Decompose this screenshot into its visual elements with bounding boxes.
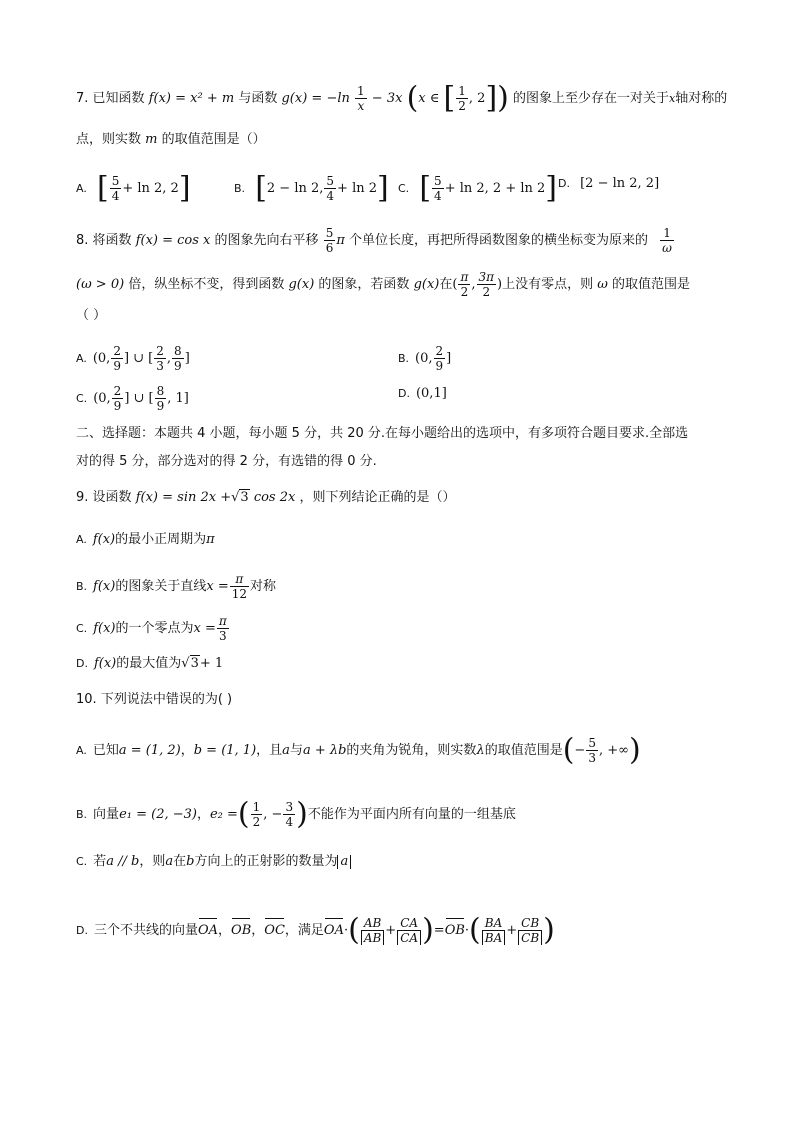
q9-text-1: 设函数 (92, 490, 132, 505)
q10-option-b[interactable]: B. 向量e₁ = (2, −3)，e₂ =( $\frac{1}{2}$ , − $\frac{3}{4}$ )不能作为平面内所有向量的一组基底 (76, 796, 516, 832)
q10-stem (76, 690, 232, 710)
section2-instructions-line1: 二、选择题：本题共 4 小题，每小题 5 分，共 20 分.在每小题给出的选项中，有多项符合题目要求.全部选 (76, 426, 689, 441)
q8-stem-line1 (76, 226, 675, 255)
q8-f-def: f(x) = cos x (135, 233, 211, 248)
q7-option-c[interactable]: C. [ $\frac{5}{4}$ + ln 2, 2 + ln 2] (398, 170, 557, 206)
q7-var-m: m (145, 132, 158, 147)
q7-f-def: f(x) = x² + m (148, 91, 235, 106)
q7-g-def-b: − 3x (371, 91, 403, 106)
q9-stem: 9. 设函数 f(x) = sin 2x +√3 cos 2x ，则下列结论正确的是（） (76, 490, 456, 505)
q7-option-d-label: D. (558, 177, 570, 190)
q8-text-2: 的图象先向右平移 (214, 233, 319, 248)
q10-number: 10. (76, 692, 97, 707)
q7-option-b-label: B. (234, 182, 246, 195)
q7-option-c-label: C. (398, 182, 410, 195)
q8-interval-b: $\frac{3\pi}{2}$ (478, 270, 495, 299)
q10-option-d[interactable]: D. 三个不共线的向量OA，OB，OC，满足OA·( $\frac{AB}{AB}$ + $\frac{CA}{CA}$ )=OB·( $\frac{BA}{BA}$ + $\frac{CB}{CB}$ ) (76, 912, 555, 948)
q8-omega-cond: (ω > 0) (76, 277, 125, 292)
q8-stem-line3: （ ） (76, 308, 107, 323)
q7-domain-bracket-open: [ (443, 80, 456, 116)
q9-sqrt: 3 (240, 490, 249, 505)
q8-text-l2f: 的取值范围是 (612, 277, 691, 292)
q8-stem-line2: (ω > 0) 倍，纵坐标不变，得到函数 g(x) 的图象，若函数 g(x)在( $\frac{\pi}{2}$ , $\frac{3\pi}{2}$ )上没有零点，则 ω 的取值范围是 (76, 270, 691, 299)
q8-g2: g(x) (413, 277, 440, 292)
q10-text-1: 下列说法中错误的为( ) (100, 692, 233, 707)
q8-option-a[interactable]: A. (0, $\frac{2}{9}$ ] ∪ [ $\frac{2}{3}$ , $\frac{8}{9}$ ] (76, 344, 190, 373)
q8-scale-fraction: $\frac{1}{\omega}$ (662, 226, 672, 255)
q9-option-b[interactable]: B. f(x)的图象关于直线x = $\frac{\pi}{12}$ 对称 (76, 572, 277, 601)
q10-option-c[interactable]: C. 若a // b，则a在b方向上的正射影的数量为 a (76, 852, 351, 872)
q7-stem-line1 (76, 80, 728, 116)
q9-f-def-a: f(x) = sin 2x + (135, 490, 232, 505)
q7-line2-a: 点，则实数 (76, 132, 142, 147)
q7-axis: x (669, 92, 676, 105)
q8-text-l2c: 的图象，若函数 (318, 277, 410, 292)
q8-omega: ω (597, 277, 608, 292)
q10-option-a[interactable]: A. 已知a = (1, 2)，b = (1, 1)，且a与a + λb的夹角为锐角，则实数λ的取值范围是(− $\frac{5}{3}$ , +∞) (76, 732, 641, 768)
q9-option-c[interactable]: C. f(x)的一个零点为x = $\frac{\pi}{3}$ (76, 614, 227, 643)
q8-interval-a: $\frac{\pi}{2}$ (460, 270, 469, 299)
q7-domain-fraction: $\frac{1}{2}$ (458, 84, 466, 113)
q7-domain-paren-close: ) (497, 80, 509, 116)
q9-f-def-b: cos 2x (253, 490, 296, 505)
q9-number: 9. (76, 490, 89, 505)
q7-option-b[interactable]: B. [2 − ln 2, $\frac{5}{4}$ + ln 2] (234, 170, 389, 206)
q8-g: g(x) (288, 277, 315, 292)
q8-text-l2d: 在 (439, 277, 453, 292)
q8-option-b[interactable]: B. (0, $\frac{2}{9}$ ] (398, 344, 452, 373)
section2-instructions-line2: 对的得 5 分，部分选对的得 2 分，有选错的得 0 分. (76, 454, 377, 469)
q7-option-a[interactable]: A. [ $\frac{5}{4}$ + ln 2, 2] (76, 170, 191, 206)
q8-shift-fraction: $\frac{5}{6}$ (325, 226, 334, 255)
q7-option-a-label: A. (76, 182, 87, 195)
q7-text-2: 与函数 (238, 91, 278, 106)
q7-domain-bracket-close: ] (485, 80, 498, 116)
q8-text-l2b: 倍，纵坐标不变，得到函数 (128, 277, 285, 292)
q7-option-d[interactable] (558, 174, 659, 194)
q7-domain-paren-open: ( (406, 80, 419, 116)
q7-option-d-text: [2 − ln 2, 2] (580, 176, 660, 191)
q9-option-d[interactable]: D. f(x)的最大值为√3+ 1 (76, 656, 224, 671)
q9-option-a[interactable]: A. f(x)的最小正周期为π (76, 532, 215, 547)
q8-text-1: 将函数 (92, 233, 132, 248)
q7-text-1: 已知函数 (92, 91, 145, 106)
q8-option-c[interactable]: C. (0, $\frac{2}{9}$ ] ∪ [ $\frac{8}{9}$ , 1] (76, 384, 189, 413)
q8-text-3: 个单位长度，再把所得函数图象的横坐标变为原来的 (349, 233, 649, 248)
q8-number: 8. (76, 233, 89, 248)
q7-g-fraction: $\frac{1}{x}$ (357, 84, 365, 113)
q7-number: 7. (76, 91, 89, 106)
q9-text-2: ，则下列结论正确的是（） (299, 490, 456, 505)
q8-text-l2e: 上没有零点，则 (502, 277, 594, 292)
q8-pi: π (336, 233, 345, 248)
q7-stem-line2 (76, 130, 266, 150)
q7-text-4: 轴对称的 (675, 91, 728, 106)
q10-option-c-abs: a (337, 855, 351, 869)
q7-text-3: 的图象上至少存在一对关于 (513, 91, 670, 106)
q7-domain-a: x ∈ (418, 91, 440, 106)
q7-g-def-a: g(x) = −ln (281, 91, 350, 106)
q7-domain-b: , 2 (468, 91, 486, 106)
q8-option-d[interactable]: D. (0,1] (398, 386, 447, 401)
q7-line2-b: 的取值范围是（） (161, 132, 266, 147)
